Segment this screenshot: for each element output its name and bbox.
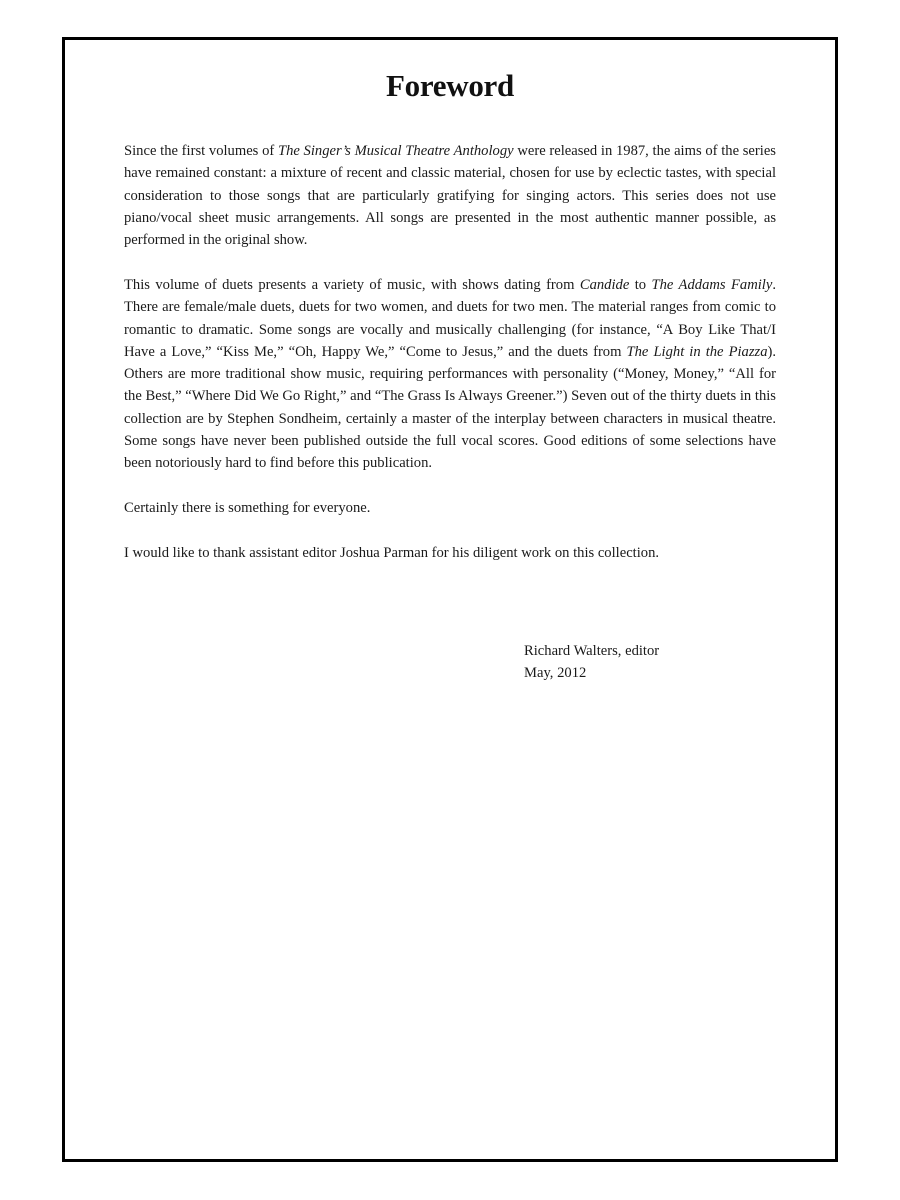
text-segment: . There are female/male duets, duets for two women, and duets for two men. The material ranges from comic to romantic to dramatic. Some songs are vocally and musically challenging (for instance, “A Boy Like That/I Have a Love,” “Kiss Me,” “Oh, Happy We,” “Come to Jesus,” and the duets from bbox=[124, 276, 776, 360]
signature-block bbox=[524, 640, 659, 685]
show-title: Candide bbox=[579, 276, 630, 293]
signature-date: May, 2012 bbox=[524, 665, 587, 682]
text-segment: to bbox=[629, 276, 652, 293]
foreword-body bbox=[124, 140, 776, 587]
text-segment: I would like to thank assistant editor Joshua Parman for his diligent work on this collection. bbox=[124, 544, 660, 561]
signature-name: Richard Walters, editor bbox=[524, 643, 660, 659]
paragraph-1 bbox=[124, 140, 776, 251]
text-segment: Certainly there is something for everyone. bbox=[124, 500, 371, 517]
show-title: The Addams Family bbox=[651, 276, 773, 293]
paragraph-4 bbox=[124, 542, 776, 564]
text-segment: This volume of duets presents a variety of music, with shows dating from bbox=[124, 276, 580, 293]
paragraph-2 bbox=[124, 274, 776, 475]
text-segment: ). Others are more traditional show music, requiring performances with personality (“Money, Money,” “All for the Best,” “Where Did We Go Right,” and “The Grass Is Always Greener.”) Seven out of the thirty duets in this collection are by Stephen Sondheim, certainly a master of the interplay between characters in musical theatre. Some songs have never been published outside the full vocal scores. Good editions of some selections have been notoriously hard to find before this publication. bbox=[124, 343, 777, 472]
page-title: Foreword bbox=[386, 68, 514, 103]
book-title: The Singer’s Musical Theatre Anthology bbox=[277, 143, 514, 159]
text-segment: Since the first volumes of bbox=[124, 143, 278, 159]
paragraph-3 bbox=[124, 497, 776, 519]
text-segment: were released in 1987, the aims of the series have remained constant: a mixture of recent and classic material, chosen for use by eclectic tastes, with special consideration to those songs that are particularly gratifying for singing actors. This series does not use piano/vocal sheet music arrangements. All songs are presented in the most authentic manner possible, as performed in the original show. bbox=[124, 143, 776, 249]
show-title: The Light in the Piazza bbox=[626, 343, 768, 360]
